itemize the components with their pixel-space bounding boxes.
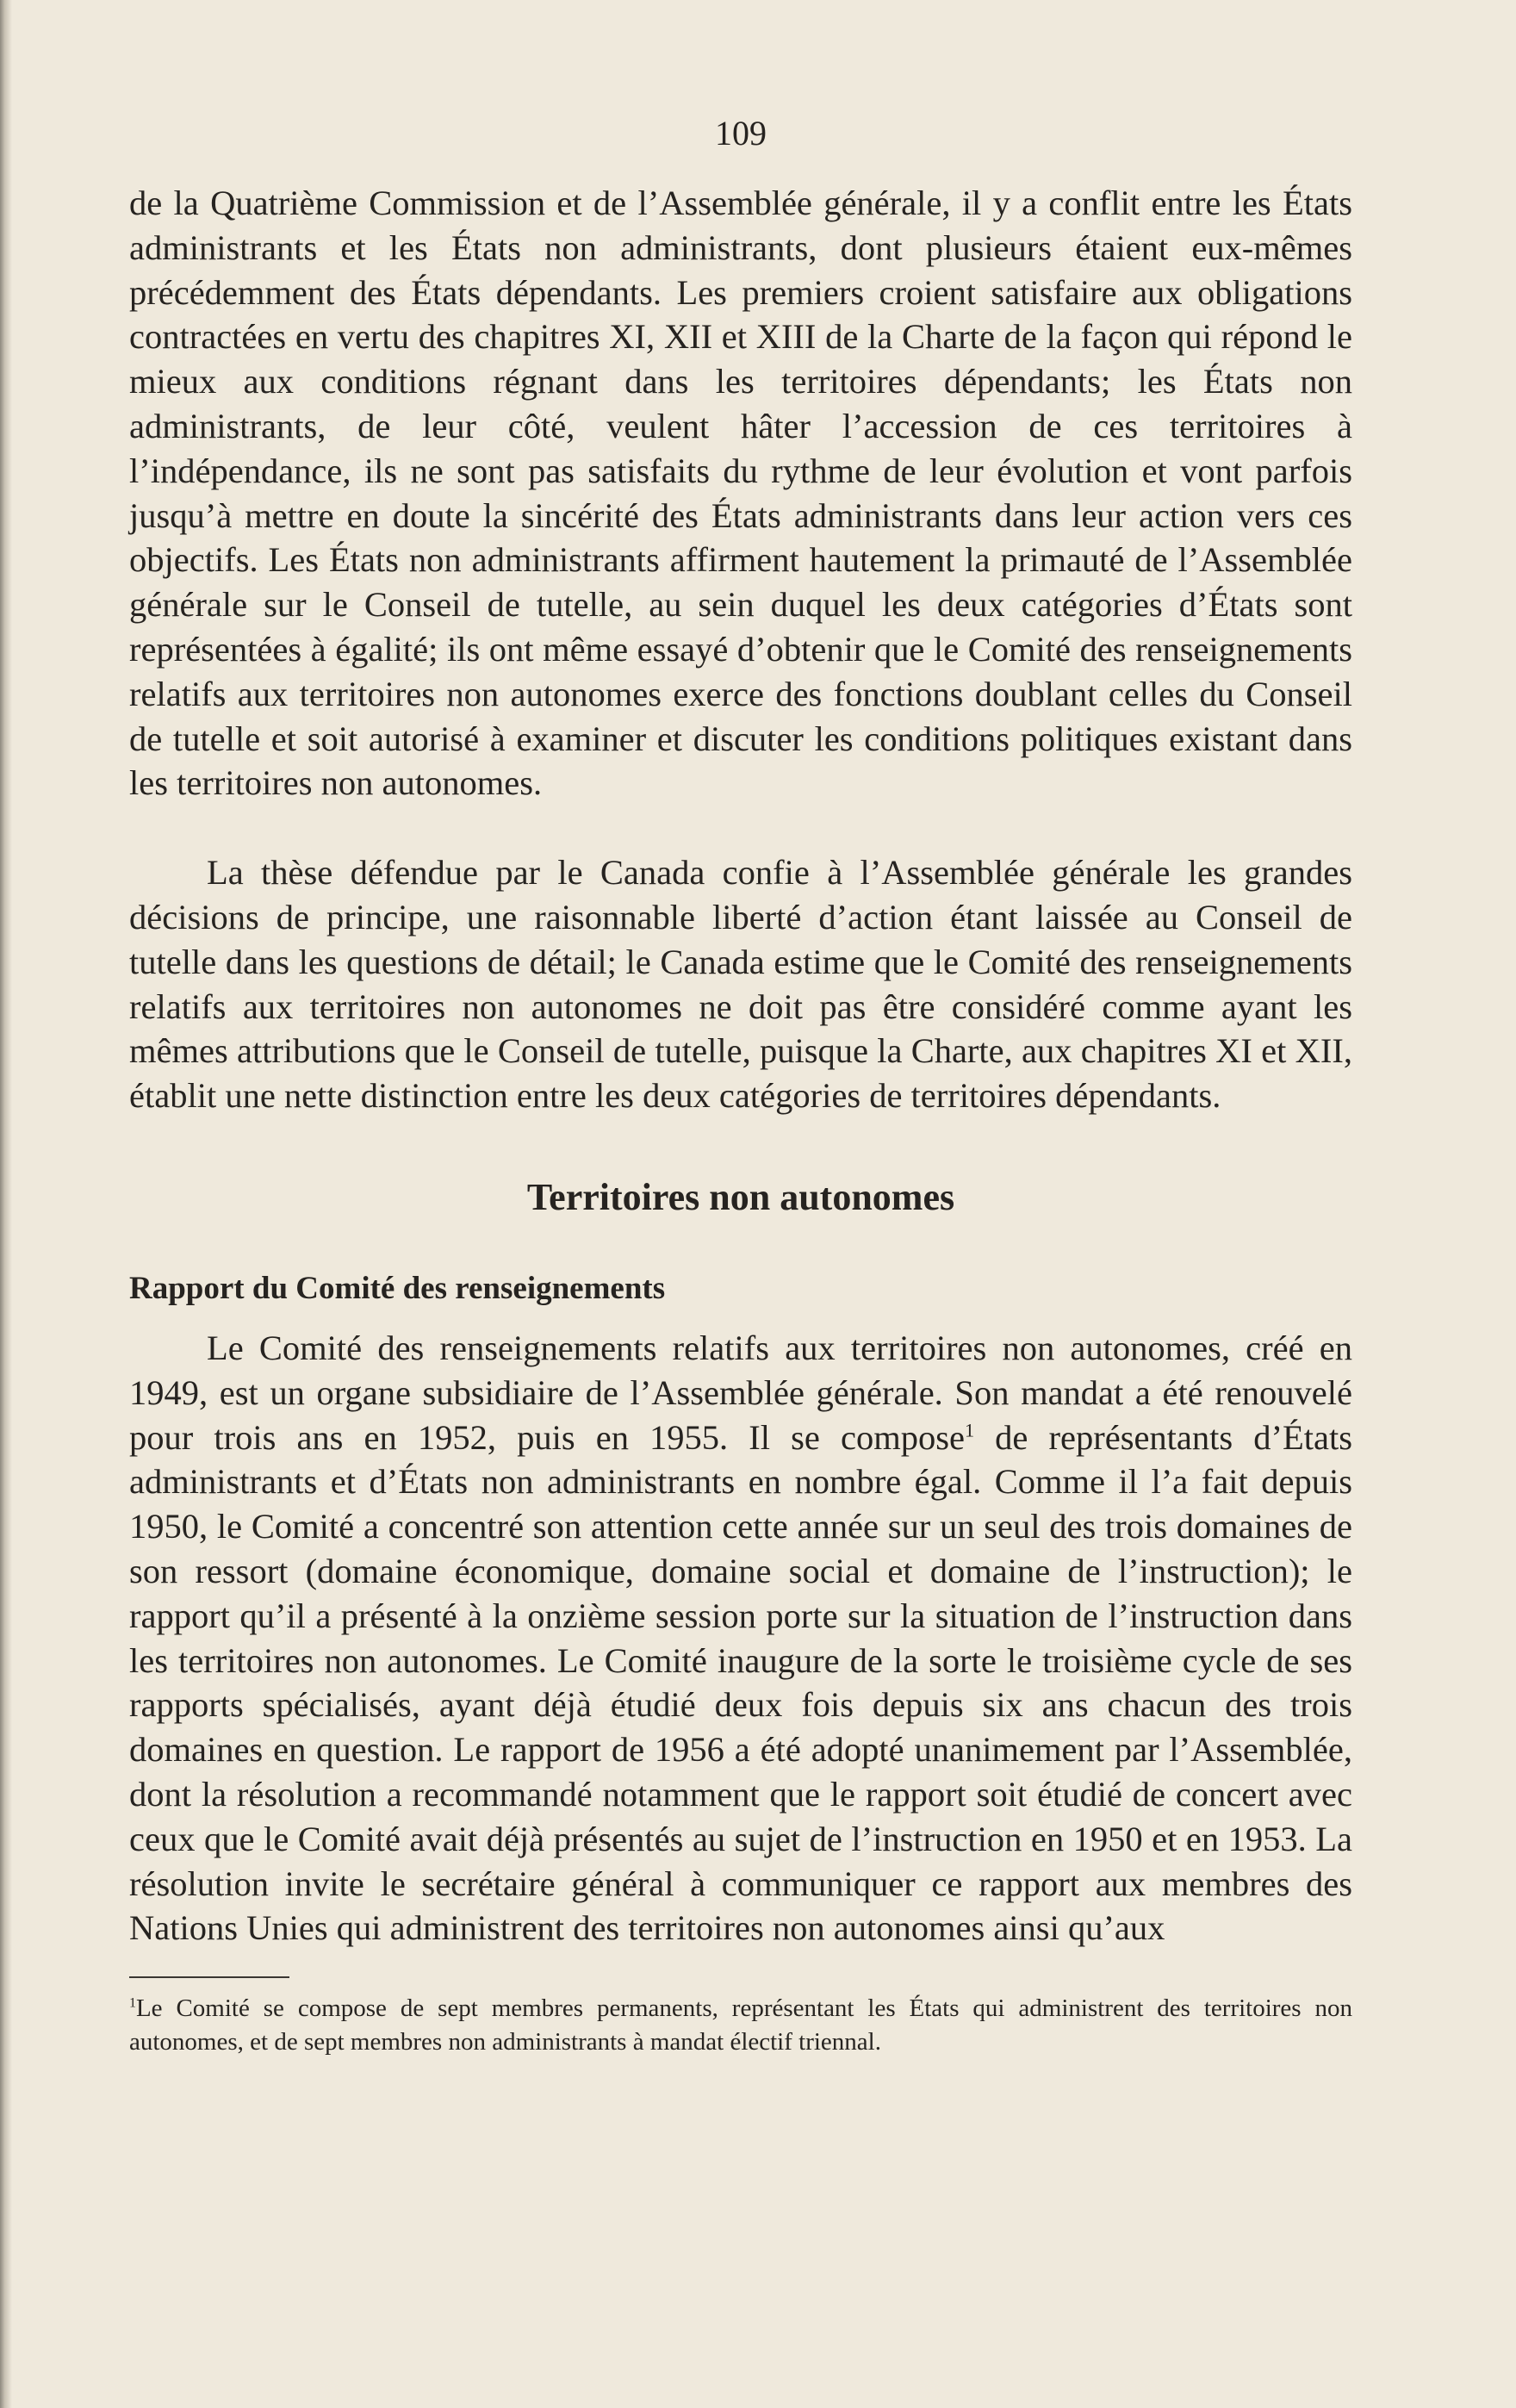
- footnote-text: Le Comité se compose de sept membres permanents, représentant les États qui administrent des territoires non autonomes, et de sept membres non administrants à mandat électif triennal.: [129, 1994, 1352, 2056]
- paragraph-spacer: [129, 806, 1352, 850]
- document-page: [129, 103, 1352, 2059]
- page-binding-edge: [0, 0, 12, 2408]
- body-paragraph-1: de la Quatrième Commission et de l’Assemblée générale, il y a conflit entre les États administrants et les États non administrants, dont plusieurs étaient eux-mêmes précédemment des États dépendants. Les premiers croient satisfaire aux obligations contractées en vertu des chapitres XI, XII et XIII de la Charte de la façon qui répond le mieux aux conditions régnant dans les territoires dépendants; les États non administrants, de leur côté, veulent hâter l’accession de ces territoires à l’indépendance, ils ne sont pas satisfaits du rythme de leur évolution et vont parfois jusqu’à mettre en doute la sincérité des États administrants dans leur action vers ces objectifs. Les États non administrants affirment hautement la primauté de l’Assemblée générale sur le Conseil de tutelle, au sein duquel les deux catégories d’États sont représentées à égalité; ils ont même essayé d’obtenir que le Comité des renseignements relatifs aux territoires non autonomes exerce des fonctions doublant celles du Conseil de tutelle et soit autorisé à examiner et discuter les conditions politiques existant dans les territoires non autonomes.: [129, 184, 1352, 803]
- committee-paragraph-part2: de représentants d’États administrants et d’États non administrants en nombre égal. Comme il l’a fait depuis 1950, le Comité a concentré son attention cette année sur un seul des trois domaines de son ressort (domaine économique, domaine social et domaine de l’instruction); le rapport qu’il a présenté à la onzième session porte sur la situation de l’instruction dans les territoires non autonomes. Le Comité inaugure de la sorte le troisième cycle de ses rapports spécialisés, ayant déjà étudié deux fois depuis six ans chacun des trois domaines en question. Le rapport de 1956 a été adopté unanimement par l’Assemblée, dont la résolution a recommandé notamment que le rapport soit étudié de concert avec ceux que le Comité avait déjà présentés au sujet de l’instruction en 1950 et en 1953. La résolution invite le secrétaire général à communiquer ce rapport aux membres des Nations Unies qui administrent des territoires non autonomes ainsi qu’aux: [129, 1417, 1352, 1948]
- footnote-marker: 1: [129, 1995, 136, 2011]
- body-paragraph-3: [129, 1326, 1352, 1951]
- section-title: Territoires non autonomes: [526, 1175, 955, 1218]
- committee-paragraph-part1: Le Comité des renseignements relatifs aux territoires non autonomes, créé en 1949, est un organe subsidiaire de l’Assemblée générale. Son mandat a été renouvelé pour trois ans en 1952, puis en 1955. Il se compose: [129, 1328, 1352, 1457]
- subsection-title: Rapport du Comité des renseignements: [129, 1270, 666, 1306]
- body-paragraph-2: La thèse défendue par le Canada confie à l’Assemblée générale les grandes décisions de principe, une raisonnable liberté d’action étant laissée au Conseil de tutelle dans les questions de détail; le Canada estime que le Comité des renseignements relatifs aux territoires non autonomes ne doit pas être considéré comme ayant les mêmes attributions que le Conseil de tutelle, puisque la Charte, aux chapitres XI et XII, établit une nette distinction entre les deux catégories de territoires dépendants.: [129, 853, 1352, 1116]
- footnote: [129, 1992, 1352, 2059]
- footnote-divider: [129, 1976, 289, 1978]
- footnote-reference: 1: [964, 1419, 975, 1441]
- page-number: 109: [715, 114, 767, 152]
